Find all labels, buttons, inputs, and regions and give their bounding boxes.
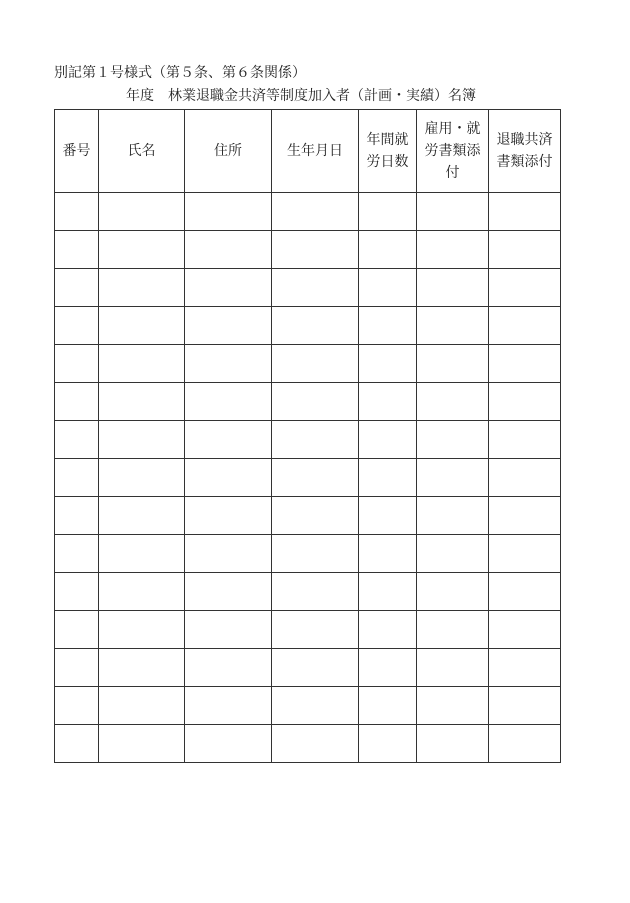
cell-name[interactable] [99,421,185,459]
cell-employment-docs[interactable] [417,535,489,573]
title-year: 年度 [126,88,154,104]
cell-annual-work-days[interactable] [359,421,417,459]
cell-employment-docs[interactable] [417,649,489,687]
cell-address[interactable] [185,573,272,611]
table-row [55,535,561,573]
cell-address[interactable] [185,231,272,269]
cell-number[interactable] [55,687,99,725]
cell-annual-work-days[interactable] [359,687,417,725]
cell-birthdate[interactable] [272,573,359,611]
column-header-number: 番号 [55,110,99,193]
cell-address[interactable] [185,725,272,763]
column-header-name: 氏名 [99,110,185,193]
cell-number[interactable] [55,725,99,763]
cell-annual-work-days[interactable] [359,307,417,345]
cell-retirement-docs[interactable] [489,725,561,763]
table-row [55,231,561,269]
cell-retirement-docs[interactable] [489,535,561,573]
form-title [126,87,476,105]
cell-address[interactable] [185,345,272,383]
table-row [55,307,561,345]
cell-annual-work-days[interactable] [359,725,417,763]
cell-number[interactable] [55,497,99,535]
cell-annual-work-days[interactable] [359,611,417,649]
table-row [55,725,561,763]
cell-employment-docs[interactable] [417,383,489,421]
cell-name[interactable] [99,611,185,649]
cell-retirement-docs[interactable] [489,383,561,421]
cell-employment-docs[interactable] [417,307,489,345]
table-row [55,649,561,687]
cell-number[interactable] [55,383,99,421]
cell-annual-work-days[interactable] [359,383,417,421]
cell-name[interactable] [99,649,185,687]
cell-address[interactable] [185,535,272,573]
column-header-annual-work-days: 年間就労日数 [359,110,417,193]
cell-retirement-docs[interactable] [489,459,561,497]
column-header-retirement-docs: 退職共済書類添付 [489,110,561,193]
cell-birthdate[interactable] [272,535,359,573]
cell-annual-work-days[interactable] [359,573,417,611]
cell-employment-docs[interactable] [417,573,489,611]
cell-annual-work-days[interactable] [359,193,417,231]
cell-retirement-docs[interactable] [489,193,561,231]
table-row [55,687,561,725]
cell-name[interactable] [99,725,185,763]
table-row [55,193,561,231]
cell-name[interactable] [99,307,185,345]
cell-retirement-docs[interactable] [489,421,561,459]
table-row [55,459,561,497]
cell-number[interactable] [55,269,99,307]
cell-name[interactable] [99,345,185,383]
cell-birthdate[interactable] [272,231,359,269]
cell-birthdate[interactable] [272,611,359,649]
cell-birthdate[interactable] [272,345,359,383]
cell-birthdate[interactable] [272,687,359,725]
cell-birthdate[interactable] [272,269,359,307]
cell-name[interactable] [99,497,185,535]
cell-number[interactable] [55,231,99,269]
cell-name[interactable] [99,687,185,725]
cell-address[interactable] [185,193,272,231]
table-row [55,345,561,383]
cell-employment-docs[interactable] [417,269,489,307]
table-row [55,611,561,649]
cell-annual-work-days[interactable] [359,497,417,535]
cell-address[interactable] [185,269,272,307]
cell-name[interactable] [99,535,185,573]
cell-number[interactable] [55,535,99,573]
table-row [55,269,561,307]
cell-address[interactable] [185,421,272,459]
cell-address[interactable] [185,497,272,535]
cell-name[interactable] [99,269,185,307]
cell-annual-work-days[interactable] [359,649,417,687]
cell-number[interactable] [55,345,99,383]
cell-retirement-docs[interactable] [489,573,561,611]
form-label: 別記第１号様式（第５条、第６条関係） [54,65,306,81]
cell-number[interactable] [55,611,99,649]
cell-retirement-docs[interactable] [489,687,561,725]
cell-annual-work-days[interactable] [359,269,417,307]
cell-employment-docs[interactable] [417,421,489,459]
cell-address[interactable] [185,687,272,725]
cell-retirement-docs[interactable] [489,611,561,649]
cell-employment-docs[interactable] [417,345,489,383]
cell-name[interactable] [99,573,185,611]
cell-name[interactable] [99,231,185,269]
cell-retirement-docs[interactable] [489,345,561,383]
cell-number[interactable] [55,421,99,459]
cell-birthdate[interactable] [272,725,359,763]
cell-number[interactable] [55,459,99,497]
cell-birthdate[interactable] [272,307,359,345]
cell-annual-work-days[interactable] [359,459,417,497]
header-row [55,110,561,193]
cell-address[interactable] [185,649,272,687]
cell-birthdate[interactable] [272,383,359,421]
cell-employment-docs[interactable] [417,497,489,535]
cell-birthdate[interactable] [272,193,359,231]
cell-address[interactable] [185,459,272,497]
cell-name[interactable] [99,383,185,421]
table-row [55,383,561,421]
cell-number[interactable] [55,573,99,611]
cell-number[interactable] [55,193,99,231]
cell-address[interactable] [185,611,272,649]
cell-employment-docs[interactable] [417,231,489,269]
cell-employment-docs[interactable] [417,193,489,231]
roster-table [54,109,561,763]
cell-name[interactable] [99,193,185,231]
cell-employment-docs[interactable] [417,725,489,763]
cell-employment-docs[interactable] [417,611,489,649]
cell-annual-work-days[interactable] [359,231,417,269]
cell-retirement-docs[interactable] [489,231,561,269]
cell-retirement-docs[interactable] [489,269,561,307]
cell-birthdate[interactable] [272,497,359,535]
column-header-employment-docs: 雇用・就労書類添付 [417,110,489,193]
cell-address[interactable] [185,307,272,345]
cell-name[interactable] [99,459,185,497]
cell-birthdate[interactable] [272,649,359,687]
cell-number[interactable] [55,649,99,687]
cell-retirement-docs[interactable] [489,307,561,345]
cell-annual-work-days[interactable] [359,345,417,383]
cell-retirement-docs[interactable] [489,497,561,535]
table-row [55,421,561,459]
cell-number[interactable] [55,307,99,345]
cell-retirement-docs[interactable] [489,649,561,687]
cell-birthdate[interactable] [272,459,359,497]
roster-body [55,193,561,763]
cell-employment-docs[interactable] [417,459,489,497]
column-header-birthdate: 生年月日 [272,110,359,193]
cell-employment-docs[interactable] [417,687,489,725]
cell-birthdate[interactable] [272,421,359,459]
table-row [55,573,561,611]
cell-address[interactable] [185,383,272,421]
column-header-address: 住所 [185,110,272,193]
cell-annual-work-days[interactable] [359,535,417,573]
title-main: 林業退職金共済等制度加入者（計画・実績）名簿 [168,88,476,104]
table-row [55,497,561,535]
